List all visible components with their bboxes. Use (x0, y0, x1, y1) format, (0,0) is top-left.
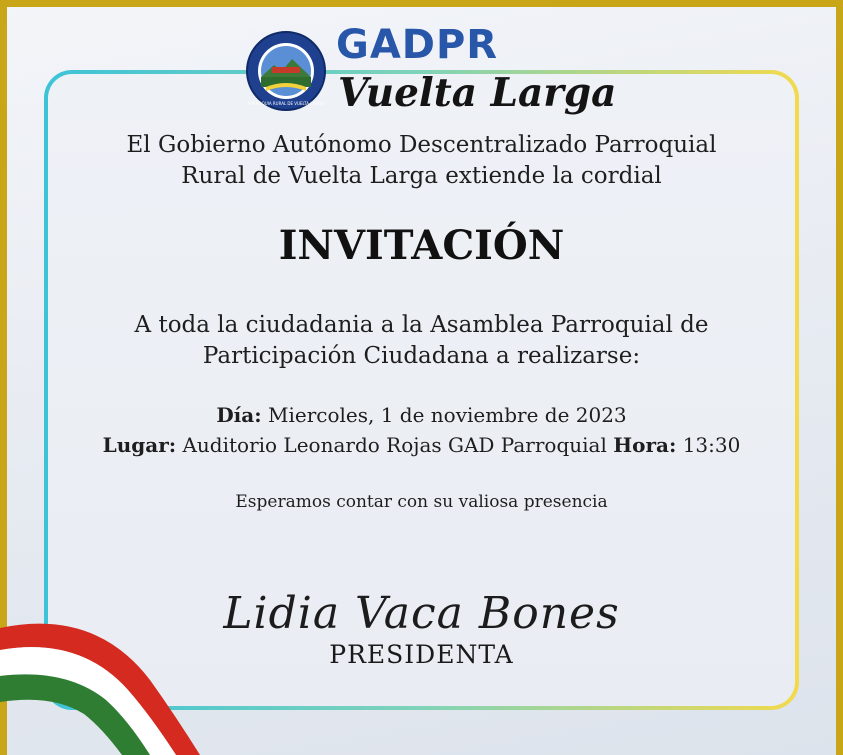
event-details (0, 400, 843, 460)
event-time-value: 13:30 (682, 433, 741, 457)
intro-text (44, 130, 799, 192)
audience-line-1: A toda la ciudadania a la Asamblea Parroquial de (134, 312, 709, 338)
flag-ribbon-graphic (0, 610, 230, 755)
intro-line-2: Rural de Vuelta Larga extiende la cordial (181, 163, 662, 189)
seal-ring-text: PARROQUIA RURAL DE VUELTA LARGA (248, 101, 324, 106)
event-place-label: Lugar: (102, 433, 177, 457)
brand-parish-name: Vuelta Larga (338, 70, 617, 116)
closing-text: Esperamos contar con su valiosa presencia (235, 492, 608, 512)
audience-line-2: Participación Ciudadana a realizarse: (202, 343, 641, 369)
audience-text (44, 310, 799, 372)
event-day-line (0, 400, 843, 430)
event-time-label: Hora: (613, 433, 677, 457)
signature-name: Lidia Vaca Bones (223, 588, 620, 639)
signature-role: PRESIDENTA (329, 640, 514, 669)
event-day-label: Día: (216, 403, 262, 427)
event-place-line (0, 430, 843, 460)
invitation-title: INVITACIÓN (278, 222, 565, 269)
brand-acronym: GADPR (336, 22, 499, 68)
intro-line-1: El Gobierno Autónomo Descentralizado Parroquial (126, 132, 717, 158)
event-place-value: Auditorio Leonardo Rojas GAD Parroquial (182, 433, 607, 457)
parish-seal-logo (246, 31, 326, 111)
event-day-value: Miercoles, 1 de noviembre de 2023 (267, 403, 627, 427)
